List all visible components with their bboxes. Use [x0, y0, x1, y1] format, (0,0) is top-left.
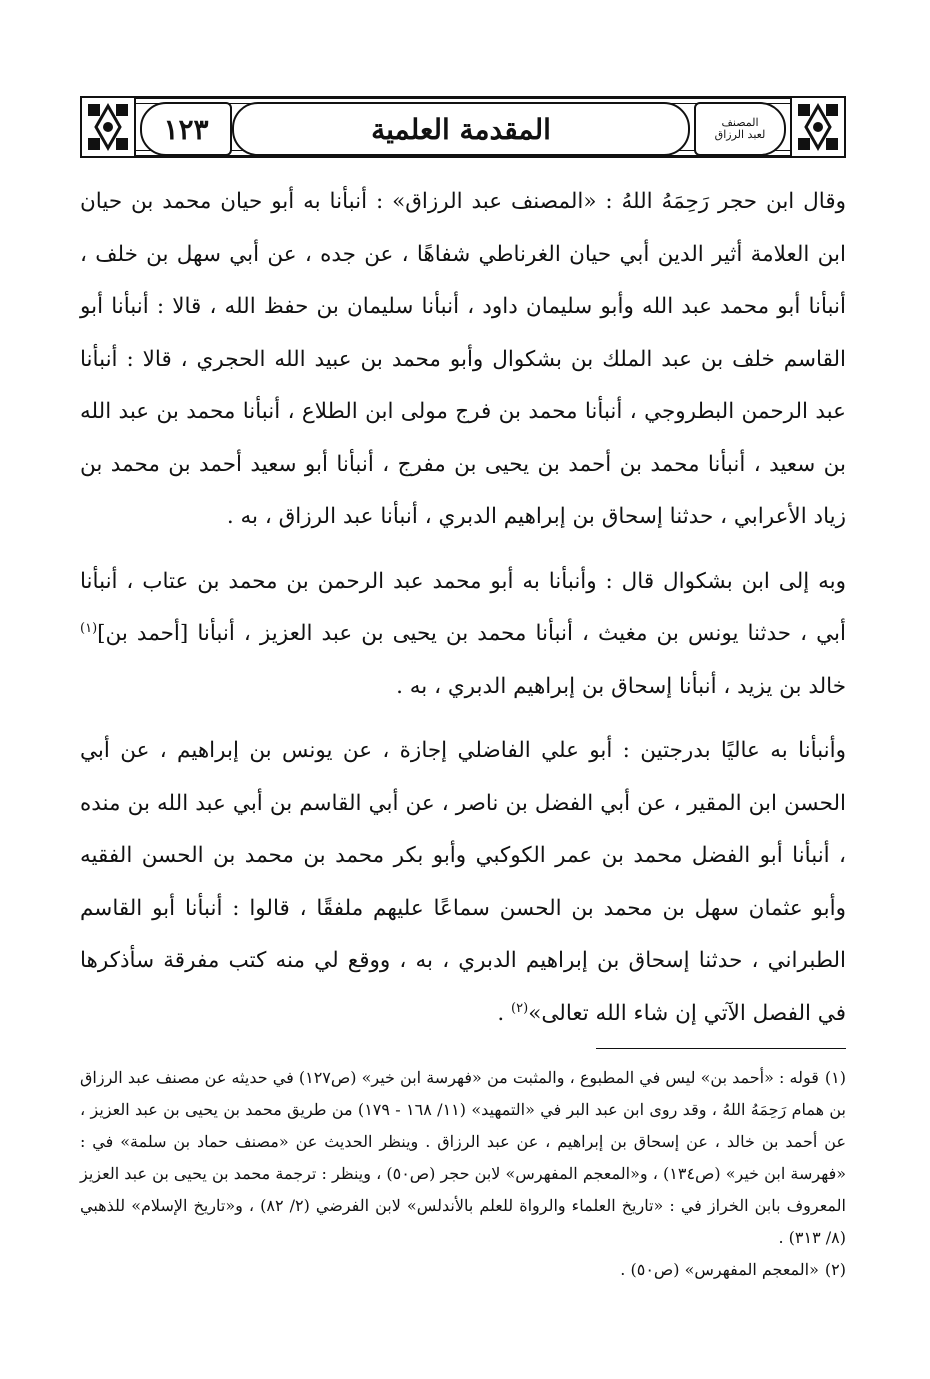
logo-line-2: لعبد الرزاق: [714, 128, 766, 141]
paragraph-text: وأنبأنا به عاليًا بدرجتين : أبو علي الفاضلي إجازة ، عن يونس بن إبراهيم ، عن أبي الحسن ابن المقير ، عن أبي الفضل بن ناصر ، عن أبي القاسم بن أبي عبد الله بن منده ، أنبأنا أبو الفضل محمد بن عمر الكوكبي وأبو بكر محمد بن محمد بن الحسن الفقيه وأبو عثمان سهل بن محمد بن الحسن سماعًا عليهم ملفقًا ، قالوا : أنبأنا أبو القاسم الطبراني ، حدثنا إسحاق بن إبراهيم الدبري ، به ، ووقع لي منه كتب مفرقة سأذكرها في الفصل الآتي إن شاء الله تعالى»: [80, 738, 846, 1026]
paragraph-text: وبه إلى ابن بشكوال قال : وأنبأنا به أبو محمد عبد الرحمن بن محمد بن عتاب ، أنبأنا أبي ، حدثنا يونس بن مغيث ، أنبأنا محمد بن يحيى بن عبد العزيز ، أنبأنا [أحمد بن]: [80, 568, 846, 646]
page-header: [80, 96, 846, 158]
main-text: [80, 176, 846, 1040]
right-ornament-icon: [790, 96, 846, 158]
running-title: المقدمة العلمية: [371, 112, 551, 146]
footnote-ref-1[interactable]: (١): [80, 620, 98, 636]
footnotes: [80, 1062, 846, 1286]
footnote: [80, 1254, 846, 1286]
footnote: [80, 1062, 846, 1254]
footnote-divider: [596, 1048, 846, 1049]
paragraph: [80, 556, 846, 714]
paragraph: [80, 725, 846, 1040]
paragraph-text: .: [497, 1000, 512, 1026]
footnote-number: (٢): [824, 1260, 846, 1279]
footnote-text: قوله : «أحمد بن» ليس في المطبوع ، والمثبت من «فهرسة ابن خير» (ص١٢٧) في حديثه عن مصنف عبد الرزاق بن همام رَحِمَهُ اللهُ ، وقد روى ابن عبد البر في «التمهيد» (١١/ ١٦٨ - ١٧٩) من طريق محمد بن يحيى بن عبد العزيز ، عن أحمد بن خالد ، عن إسحاق بن إبراهيم ، عن عبد الرزاق . وينظر الحديث عن «مصنف حماد بن سلمة» في : «فهرسة ابن خير» (ص١٣٤) ، و«المعجم المفهرس» لابن حجر (ص٥٠) ، وينظر : ترجمة محمد بن يحيى بن عبد العزيز المعروف بابن الخراز في : «تاريخ العلماء والرواة للعلم بالأندلس» لابن الفرضي (٢/ ٨٢) ، و«تاريخ الإسلام» للذهبي (٨/ ٣١٣) .: [80, 1068, 847, 1247]
footnote-number: (١): [824, 1068, 846, 1087]
page-number-box: [140, 102, 232, 156]
paragraph: وقال ابن حجر رَحِمَهُ اللهُ : «المصنف عبد الرزاق» : أنبأنا به أبو حيان محمد بن حيان ابن العلامة أثير الدين أبي حيان الغرناطي شفاهًا ، عن جده ، عن أبي سهل بن خلف ، أنبأنا أبو محمد عبد الله وأبو سليمان داود ، أنبأنا سليمان بن حفظ الله ، قالا : أنبأنا أبو القاسم خلف بن عبد الملك بن بشكوال وأبو محمد بن عبيد الله الحجري ، قالا : أنبأنا عبد الرحمن البطروجي ، أنبأنا محمد بن فرج مولى ابن الطلاع ، أنبأنا محمد بن عبد الله بن سعيد ، أنبأنا محمد بن أحمد بن يحيى بن مفرج ، أنبأنا أبو سعيد أحمد بن محمد بن زياد الأعرابي ، حدثنا إسحاق بن إبراهيم الدبري ، أنبأنا عبد الرزاق ، به .: [80, 189, 846, 529]
left-ornament-icon: [80, 96, 136, 158]
footnote-ref-2[interactable]: (٢): [511, 1000, 529, 1016]
paragraph-text: خالد بن يزيد ، أنبأنا إسحاق بن إبراهيم الدبري ، به .: [396, 673, 846, 699]
running-title-box: [232, 102, 690, 156]
footnote-text: «المعجم المفهرس» (ص٥٠) .: [620, 1260, 819, 1279]
book-logo: [694, 102, 786, 156]
logo-line-1: المصنف: [721, 116, 759, 129]
page-number: ١٢٣: [163, 112, 209, 146]
